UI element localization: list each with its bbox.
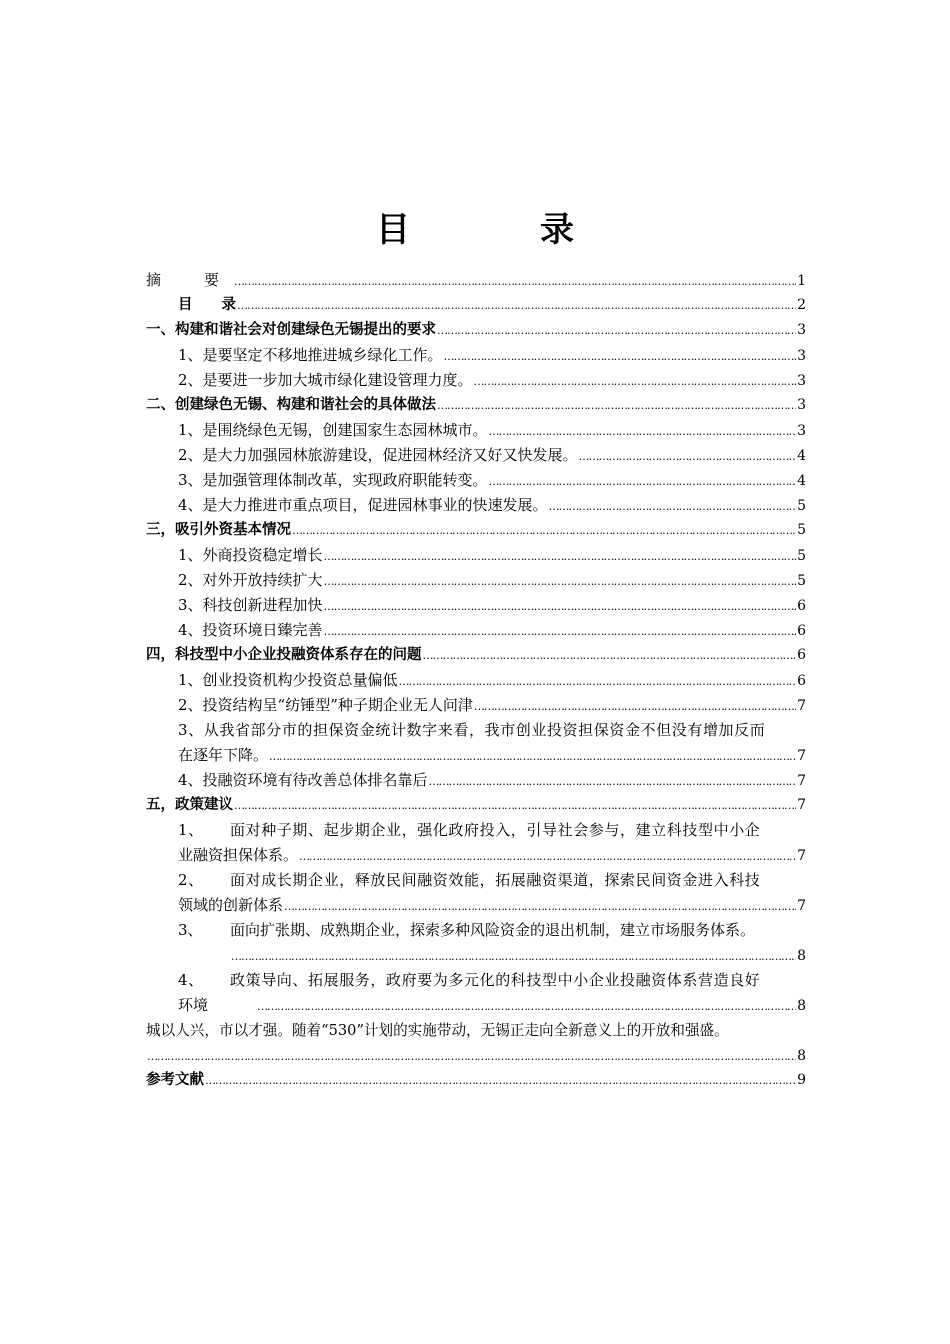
toc-page-number: 9 <box>797 1072 806 1088</box>
toc-entry-label: 1、是围绕绿色无锡，创建国家生态园林城市。 <box>178 421 488 439</box>
toc-entry-label: 二、创建绿色无锡、构建和谐社会的具体做法 <box>146 397 436 413</box>
toc-entry-label-continued: 业融资担保体系。 <box>178 846 299 864</box>
toc-page-number: 8 <box>797 1048 806 1064</box>
toc-entry[interactable] <box>146 393 806 418</box>
toc-entry[interactable] <box>146 593 806 618</box>
toc-entry[interactable] <box>146 768 806 793</box>
toc-entry[interactable] <box>146 718 806 743</box>
dot-leader <box>234 793 796 818</box>
toc-entry-label: 4、是大力推进市重点项目，促进园林事业的快速发展。 <box>178 496 548 514</box>
toc-entry-label-continued: 环境 <box>178 996 209 1014</box>
toc-entry-label: 面向扩张期、成熟期企业，探索多种风险资金的退出机制，建立市场服务体系。 <box>230 921 756 939</box>
toc-entry-label: 政策导向、拓展服务，政府要为多元化的科技型中小企业投融资体系营造良好 <box>230 971 761 989</box>
toc-entry-label: 1、创业投资机构少投资总量偏低 <box>178 671 398 689</box>
dot-leader <box>489 468 797 494</box>
dot-leader <box>423 643 797 668</box>
dot-leader <box>257 993 796 1019</box>
toc-entry[interactable] <box>146 618 806 643</box>
dot-leader <box>324 568 797 594</box>
toc-page-number: 5 <box>797 522 806 538</box>
toc-entry-label-continued: 领域的创新体系 <box>178 896 284 914</box>
table-of-contents <box>146 268 806 1093</box>
toc-entry[interactable] <box>146 568 806 593</box>
dot-leader <box>269 743 796 769</box>
toc-page-number: 5 <box>797 573 806 589</box>
toc-entry[interactable] <box>146 318 806 343</box>
toc-entry-label: 四，科技型中小企业投融资体系存在的问题 <box>146 647 422 663</box>
dot-leader <box>324 543 797 569</box>
toc-entry-label: 1、外商投资稳定增长 <box>178 546 323 564</box>
dot-leader <box>147 1043 796 1069</box>
toc-page-number: 7 <box>797 748 806 764</box>
toc-entry[interactable] <box>146 268 806 293</box>
toc-entry-continuation[interactable] <box>146 743 806 768</box>
toc-entry[interactable] <box>146 293 806 318</box>
toc-page-number: 3 <box>797 322 806 338</box>
toc-entry-label: 面对成长期企业，释放民间融资效能，拓展融资渠道，探索民间资金进入科技 <box>230 871 761 889</box>
dot-leader <box>437 393 796 418</box>
dot-leader <box>324 618 797 644</box>
toc-entry-number: 3、 <box>178 921 203 939</box>
toc-entry-label: 2、投资结构呈“纺锤型”种子期企业无人问津 <box>178 696 473 714</box>
toc-entry[interactable] <box>146 418 806 443</box>
toc-page-number: 5 <box>797 498 806 514</box>
dot-leader <box>489 418 797 444</box>
toc-entry-number: 4、 <box>178 971 204 989</box>
toc-entry[interactable] <box>146 918 806 943</box>
dot-leader <box>231 943 796 969</box>
toc-page-number: 7 <box>797 797 806 813</box>
toc-entry-label: 城以人兴，市以才强。随着“530”计划的实施带动，无锡正走向全新意义上的开放和强盛。 <box>146 1022 729 1039</box>
toc-entry-label-continued: 在逐年下降。 <box>178 746 269 764</box>
dot-leader <box>444 343 797 369</box>
toc-entry-label: 面对种子期、起步期企业，强化政府投入，引导社会参与，建立科技型中小企 <box>230 821 761 839</box>
toc-page-number: 6 <box>797 647 806 663</box>
dot-leader <box>399 668 797 694</box>
toc-entry[interactable] <box>146 468 806 493</box>
toc-page-number: 6 <box>797 673 806 689</box>
toc-entry[interactable] <box>146 668 806 693</box>
toc-entry-label: 参考文献 <box>146 1072 204 1088</box>
dot-leader <box>324 593 797 619</box>
toc-entry-label: 三，吸引外资基本情况 <box>146 522 291 538</box>
toc-page-number: 3 <box>797 423 806 439</box>
toc-page-number: 3 <box>797 373 806 389</box>
dot-leader <box>474 368 797 394</box>
toc-entry[interactable] <box>146 968 806 993</box>
toc-entry-label: 3、科技创新进程加快 <box>178 596 323 614</box>
toc-entry[interactable] <box>146 368 806 393</box>
dot-leader <box>437 318 796 343</box>
toc-entry-continuation[interactable] <box>146 1043 806 1068</box>
toc-entry-continuation[interactable] <box>146 843 806 868</box>
toc-entry-label: 2、是要进一步加大城市绿化建设管理力度。 <box>178 371 473 389</box>
toc-entry-number: 1、 <box>178 821 204 839</box>
toc-entry-label: 1、是要坚定不移地推进城乡绿化工作。 <box>178 346 443 364</box>
toc-entry[interactable] <box>146 443 806 468</box>
dot-leader <box>474 693 796 719</box>
dot-leader <box>429 768 797 794</box>
toc-page-number: 6 <box>797 623 806 639</box>
toc-entry-continuation[interactable] <box>146 893 806 918</box>
toc-entry[interactable] <box>146 518 806 543</box>
toc-entry[interactable] <box>146 693 806 718</box>
dot-leader <box>284 893 796 919</box>
toc-page-number: 2 <box>797 297 806 313</box>
toc-entry-continuation[interactable] <box>146 993 806 1018</box>
page-title: 目 录 <box>376 210 622 250</box>
toc-page-number: 4 <box>797 448 806 464</box>
toc-entry-label: 4、投融资环境有待改善总体排名靠后 <box>178 771 428 789</box>
toc-entry-label: 4、投资环境日臻完善 <box>178 621 323 639</box>
dot-leader <box>205 1068 796 1093</box>
toc-page-number: 7 <box>797 898 806 914</box>
toc-entry-label: 3、从我省部分市的担保资金统计数字来看，我市创业投资担保资金不但没有增加反而 <box>178 721 766 739</box>
toc-entry-label: 2、对外开放持续扩大 <box>178 571 323 589</box>
toc-entry-label: 五，政策建议 <box>146 797 233 813</box>
toc-page-number: 3 <box>797 397 806 413</box>
toc-entry-continuation[interactable] <box>146 943 806 968</box>
toc-page-number: 8 <box>797 998 806 1014</box>
dot-leader <box>549 493 797 519</box>
toc-page-number: 4 <box>797 473 806 489</box>
toc-entry[interactable] <box>146 818 806 843</box>
dot-leader <box>237 293 796 318</box>
toc-entry[interactable] <box>146 343 806 368</box>
toc-entry[interactable] <box>146 1068 806 1093</box>
toc-page-number: 8 <box>797 948 806 964</box>
toc-entry-label: 目 录 <box>178 297 236 313</box>
dot-leader <box>579 443 797 469</box>
toc-page-number: 7 <box>797 698 806 714</box>
toc-page-number: 6 <box>797 598 806 614</box>
toc-page-number: 3 <box>797 348 806 364</box>
toc-entry-label: 一、构建和谐社会对创建绿色无锡提出的要求 <box>146 322 436 338</box>
dot-leader <box>234 268 796 294</box>
toc-page-number: 7 <box>797 773 806 789</box>
toc-entry[interactable] <box>146 868 806 893</box>
toc-entry-label: 摘 要 <box>146 271 234 289</box>
toc-entry-number: 2、 <box>178 871 204 889</box>
toc-entry[interactable] <box>146 1018 806 1043</box>
toc-entry[interactable] <box>146 543 806 568</box>
dot-leader <box>299 843 796 869</box>
toc-page-number: 7 <box>797 848 806 864</box>
toc-page-number: 1 <box>797 273 806 289</box>
dot-leader <box>292 518 796 543</box>
toc-entry[interactable] <box>146 643 806 668</box>
toc-entry-label: 3、是加强管理体制改革，实现政府职能转变。 <box>178 471 488 489</box>
toc-entry[interactable] <box>146 793 806 818</box>
toc-entry-label: 2、是大力加强园林旅游建设，促进园林经济又好又快发展。 <box>178 446 578 464</box>
toc-page-number: 5 <box>797 548 806 564</box>
toc-entry[interactable] <box>146 493 806 518</box>
